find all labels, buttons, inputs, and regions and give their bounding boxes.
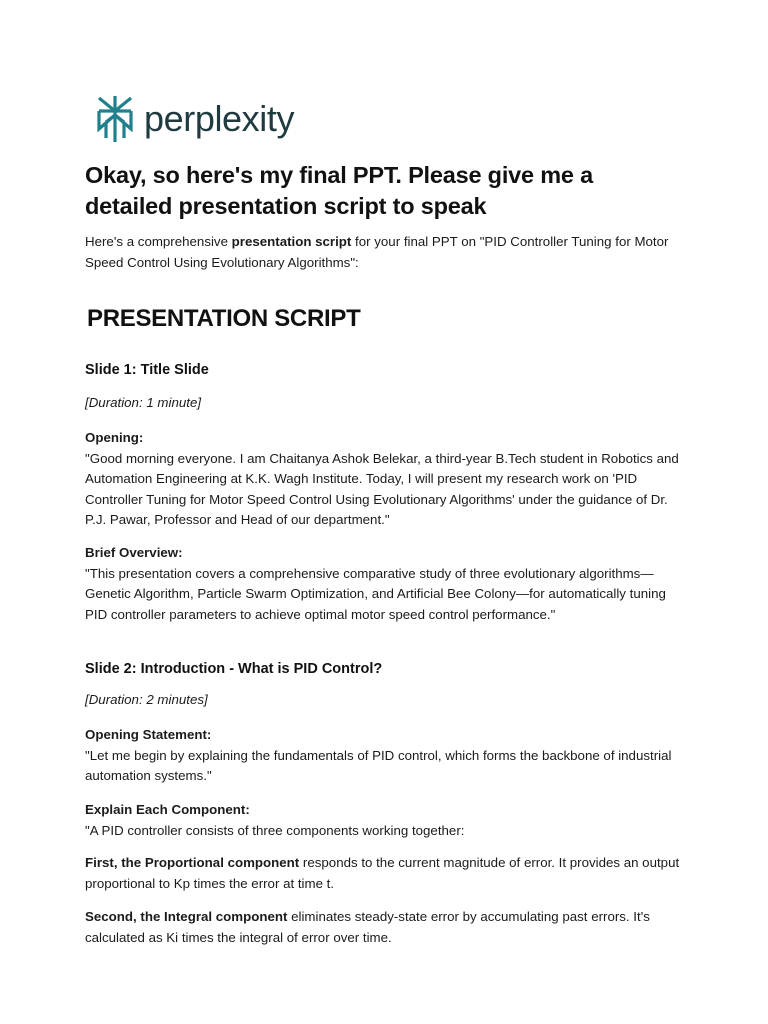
slide2-opening (85, 725, 685, 787)
slide1-opening-label: Opening: (85, 430, 144, 445)
slide2-duration: [Duration: 2 minutes] (85, 692, 208, 707)
slide2-opening-text: "Let me begin by explaining the fundamentals of PID control, which forms the backbone of industrial automation systems." (85, 747, 672, 783)
slide1-duration: [Duration: 1 minute] (85, 395, 202, 410)
perplexity-logo (95, 94, 294, 144)
page-title: Okay, so here's my final PPT. Please give me a detailed presentation script to speak (85, 162, 593, 219)
intro-paragraph: Here's a comprehensive presentation script for your final PPT on "PID Controller Tuning for Motor Speed Control Using Evolutionary Algorithms": (85, 234, 669, 270)
slide2-title: Slide 2: Introduction - What is PID Control? (85, 661, 383, 677)
slide1-opening-text: "Good morning everyone. I am Chaitanya Ashok Belekar, a third-year B.Tech student in Robotics and Automation Engineering at K.K. Wagh Institute. Today, I will present my research work on 'PID Controller Tuning for Motor Speed Control Using Evolutionary Algorithms' under the guidance of Dr. P.J. Pawar, Professor and Head of our department." (85, 450, 679, 527)
script-heading: PRESENTATION SCRIPT (87, 305, 361, 332)
slide2-integral-bold: Second, the Integral component (85, 909, 288, 924)
slide1-overview-text: "This presentation covers a comprehensive comparative study of three evolutionary algorithms—Genetic Algorithm, Particle Swarm Optimization, and Artificial Bee Colony—for automatically tuning PID controller parameters to achieve optimal motor speed control performance." (85, 565, 666, 622)
slide2-integral-text: eliminates steady-state error by accumulating past errors. It's calculated as Ki times the integral of error over time. (85, 909, 650, 945)
slide1-title: Slide 1: Title Slide (85, 362, 209, 378)
slide2-integral (85, 907, 685, 948)
slide2-opening-label: Opening Statement: (85, 727, 212, 742)
slide2-explain-text: "A PID controller consists of three components working together: (85, 822, 465, 838)
slide1-overview (85, 543, 685, 625)
perplexity-logo-icon (95, 94, 135, 144)
slide2-proportional-text: responds to the current magnitude of error. It provides an output proportional to Kp times the error at time t. (85, 855, 680, 891)
brand-wordmark: perplexity (144, 98, 295, 139)
intro-bold: presentation script (231, 234, 352, 249)
slide2-proportional-bold: First, the Proportional component (85, 855, 300, 870)
slide2-explain-label: Explain Each Component: (85, 802, 250, 817)
slide1-overview-label: Brief Overview: (85, 545, 183, 560)
slide2-explain (85, 800, 685, 841)
slide1-opening (85, 428, 685, 531)
slide2-proportional (85, 853, 685, 894)
